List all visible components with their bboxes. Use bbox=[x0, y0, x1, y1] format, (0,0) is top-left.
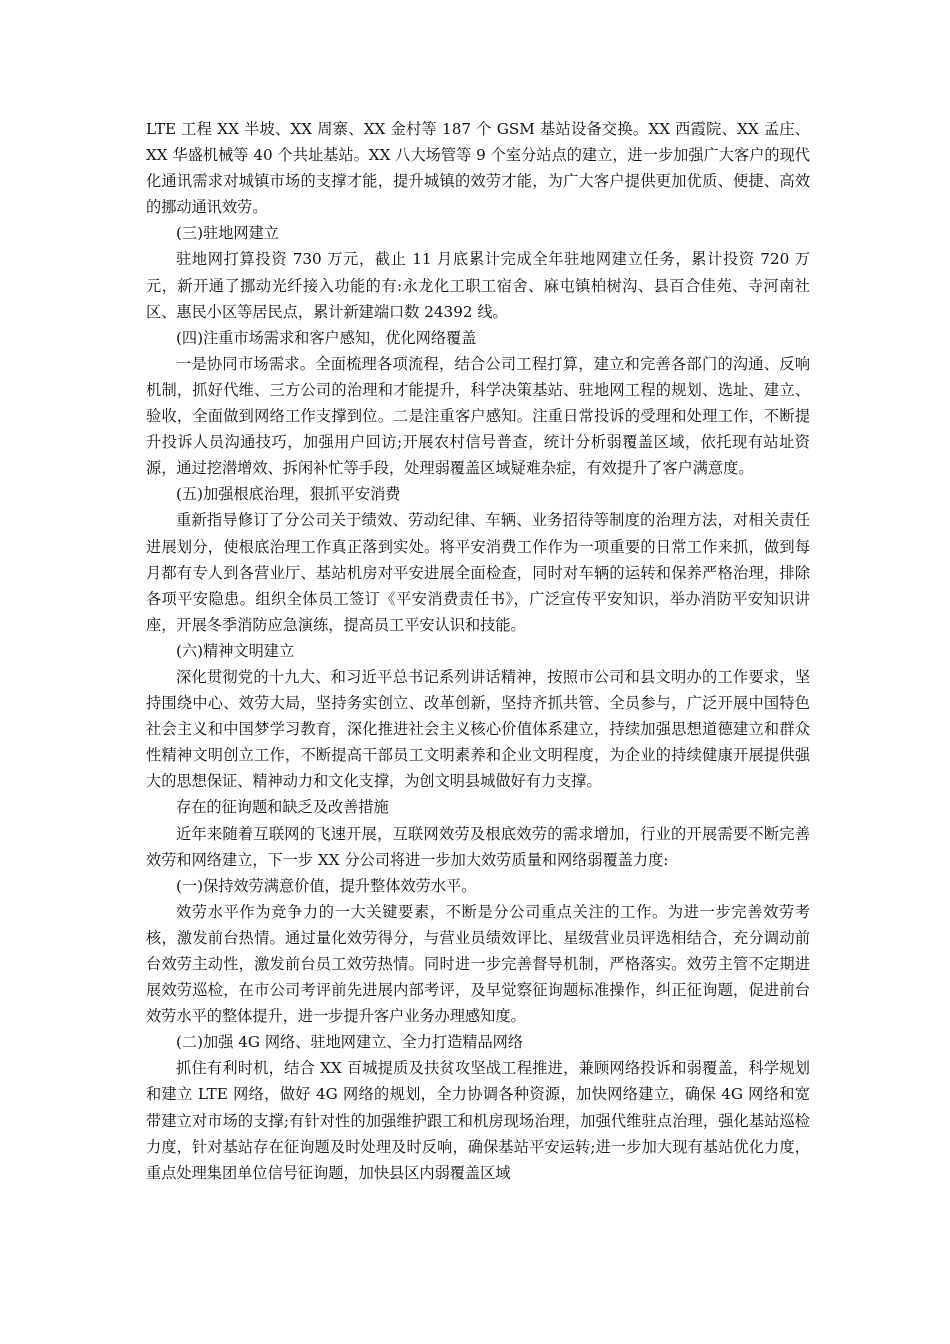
section-heading: (二)加强 4G 网络、驻地网建立、全力打造精品网络 bbox=[176, 1033, 524, 1052]
section-heading: (五)加强根底治理，狠抓平安消费 bbox=[176, 485, 401, 504]
paragraph: 驻地网打算投资 730 万元，截止 11 月底累计完成全年驻地网建立任务，累计投资 720 万元，新开通了挪动光纤接入功能的有:永龙化工职工宿舍、麻屯镇柏树沟、县百合佳苑、寺河南社区、惠民小区等居民点，累计新建端口数 24392 线。 bbox=[146, 250, 810, 321]
section-heading: (一)保持效劳满意价值，提升整体效劳水平。 bbox=[176, 876, 477, 895]
paragraph: 重新指导修订了分公司关于绩效、劳动纪律、车辆、业务招待等制度的治理方法，对相关责任进展划分，使根底治理工作真正落到实处。将平安消费工作作为一项重要的日常工作来抓，做到每月都有专人到各营业厅、基站机房对平安进展全面检查，同时对车辆的运转和保养严格治理，排除各项平安隐患。组织全体员工签订《平安消费责任书》，广泛宣传平安知识，举办消防平安知识讲座，开展冬季消防应急演练，提高员工平安认识和技能。 bbox=[146, 511, 810, 634]
paragraph: 近年来随着互联网的飞速开展，互联网效劳及根底效劳的需求增加，行业的开展需要不断完善效劳和网络建立，下一步 XX 分公司将进一步加大效劳质量和网络弱覆盖力度: bbox=[146, 824, 810, 869]
paragraph: 抓住有利时机，结合 XX 百城提质及扶贫攻坚战工程推进，兼顾网络投诉和弱覆盖，科学规划和建立 LTE 网络，做好 4G 网络的规划，全力协调各种资源，加快网络建立，确保 4G 网络和宽带建立对市场的支撑;有针对性的加强维护跟工和机房现场治理，加强代维驻点治理，强化基站巡检力度，针对基站存在征询题及时处理及时反响，确保基站平安运转;进一步加大现有基站优化力度，重点处理集团单位信号征询题，加快县区内弱覆盖区域 bbox=[146, 1059, 810, 1182]
section-heading: 存在的征询题和缺乏及改善措施 bbox=[176, 798, 389, 817]
document-body bbox=[146, 116, 810, 1186]
paragraph: LTE 工程 XX 半坡、XX 周寨、XX 金村等 187 个 GSM 基站设备交换。XX 西霞院、XX 孟庄、XX 华盛机械等 40 个共址基站。XX 八大场管等 9 个室分站点的建立，进一步加强广大客户的现代化通讯需求对城镇市场的支撑才能，提升城镇的效劳才能，为广大客户提供更加优质、便捷、高效的挪动通讯效劳。 bbox=[146, 120, 810, 217]
section-heading: (四)注重市场需求和客户感知，优化网络覆盖 bbox=[176, 328, 477, 347]
paragraph: 一是协同市场需求。全面梳理各项流程，结合公司工程打算，建立和完善各部门的沟通、反响机制，抓好代维、三方公司的治理和才能提升，科学决策基站、驻地网工程的规划、选址、建立、验收，全面做到网络工作支撑到位。二是注重客户感知。注重日常投诉的受理和处理工作，不断提升投诉人员沟通技巧，加强用户回访;开展农村信号普查，统计分析弱覆盖区域，依托现有站址资源，通过挖潜增效、拆闲补忙等手段，处理弱覆盖区域疑难杂症，有效提升了客户满意度。 bbox=[146, 354, 810, 478]
paragraph: 效劳水平作为竞争力的一大关键要素，不断是分公司重点关注的工作。为进一步完善效劳考核，激发前台热情。通过量化效劳得分，与营业员绩效评比、星级营业员评选相结合，充分调动前台效劳主动性，激发前台员工效劳热情。同时进一步完善督导机制，严格落实。效劳主管不定期进展效劳巡检，在市公司考评前先进展内部考评，及早觉察征询题标准操作，纠正征询题，促进前台效劳水平的整体提升，进一步提升客户业务办理感知度。 bbox=[146, 902, 810, 1026]
section-heading: (三)驻地网建立 bbox=[176, 224, 279, 243]
paragraph: 深化贯彻党的十九大、和习近平总书记系列讲话精神，按照市公司和县文明办的工作要求，坚持围绕中心、效劳大局，坚持务实创立、改革创新，坚持齐抓共管、全员参与，广泛开展中国特色社会主义和中国梦学习教育，深化推进社会主义核心价值体系建立，持续加强思想道德建立和群众性精神文明创立工作，不断提高干部员工文明素养和企业文明程度，为企业的持续健康开展提供强大的思想保证、精神动力和文化支撑，为创文明县城做好有力支撑。 bbox=[146, 667, 810, 791]
section-heading: (六)精神文明建立 bbox=[176, 641, 295, 660]
